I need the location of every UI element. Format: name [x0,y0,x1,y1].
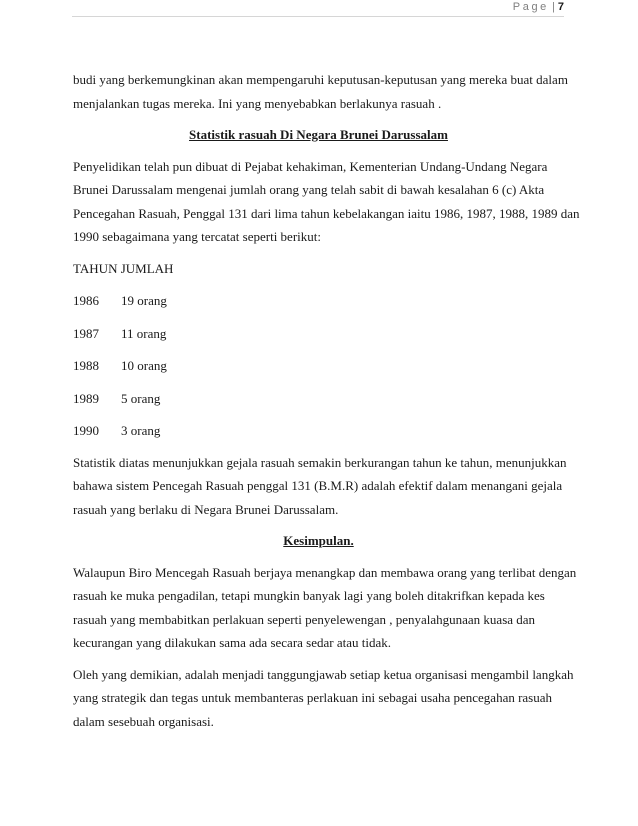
page-number-label [513,1,564,14]
paragraph-line: Brunei Darussalam mengenai jumlah orang yang telah sabit di bawah kesalahan 6 (c) Akta [73,182,545,197]
statistics-paragraph [73,155,580,249]
table-cell-year: 1986 [73,293,99,308]
table-row [73,354,564,378]
table-row [73,419,564,443]
page-word: Page [512,1,549,13]
document-body [73,68,580,733]
table-cell-year: 1989 [73,390,99,406]
table-cell-count: 11 orang [121,325,167,341]
table-row [73,322,564,346]
paragraph-line: rasuah yang berlaku di Negara Brunei Darussalam. [73,501,339,517]
paragraph-line: rasuah ke muka pengadilan, tetapi mungkin banyak lagi yang boleh ditakrifkan kepada kes [73,588,545,603]
paragraph-line: kecurangan yang dilakukan sama ada secara sedar atau tidak. [73,635,391,650]
analysis-paragraph [73,451,567,522]
paragraph-line: Penyelidikan telah pun dibuat di Pejabat kehakiman, Kementerian Undang-Undang Negara [73,158,548,174]
conclusion-paragraph-1 [73,561,577,655]
table-row [73,289,564,313]
paragraph-line: rasuah yang membabitkan perlakuan seperti penyelewengan , penyalahgunaan kuasa dan [73,611,536,627]
table-cell-count: 3 orang [121,423,161,438]
intro-line: menjalankan tugas mereka. Ini yang menyebabkan berlakunya rasuah . [73,95,442,111]
intro-line: budi yang berkemungkinan akan mempengaruhi keputusan-keputusan yang mereka buat dalam [73,72,568,87]
paragraph-line: Statistik diatas menunjukkan gejala rasuah semakin berkurangan tahun ke tahun, menunjukkan [73,454,567,470]
table-cell-count: 5 orang [121,390,161,406]
paragraph-line: Walaupun Biro Mencegah Rasuah berjaya menangkap dan membawa orang yang terlibat dengan [73,564,577,580]
table-row [73,387,564,411]
table-cell-year: 1990 [73,423,99,438]
statistics-heading: Statistik rasuah Di Negara Brunei Darussalam [189,127,448,142]
table-cell-year: 1987 [73,325,99,341]
table-cell-count: 10 orang [121,358,167,373]
page-separator: | [551,1,555,13]
paragraph-line: bahawa sistem Pencegah Rasuah penggal 131 (B.M.R) adalah efektif dalam menangani gejala [73,478,563,493]
paragraph-line: dalam sesebuah organisasi. [73,713,214,729]
intro-paragraph [73,68,568,115]
paragraph-line: 1990 sebagaimana yang tercatat seperti berikut: [73,229,321,244]
page-header [72,0,564,17]
table-cell-year: 1988 [73,358,99,373]
conclusion-heading: Kesimpulan. [283,533,354,548]
conclusion-paragraph-2 [73,663,574,734]
paragraph-line: Oleh yang demikian, adalah menjadi tanggungjawab setiap ketua organisasi mengambil langkah [73,666,574,682]
statistics-table [73,257,564,443]
page-number: 7 [557,1,564,13]
table-header: TAHUN JUMLAH [73,260,174,276]
paragraph-line: Pencegahan Rasuah, Penggal 131 dari lima tahun kebelakangan iaitu 1986, 1987, 1988, 1989 dan [73,205,580,221]
table-cell-count: 19 orang [121,293,167,308]
paragraph-line: yang strategik dan tegas untuk membanteras perlakuan ini sebagai usaha pencegahan rasuah [73,690,553,705]
